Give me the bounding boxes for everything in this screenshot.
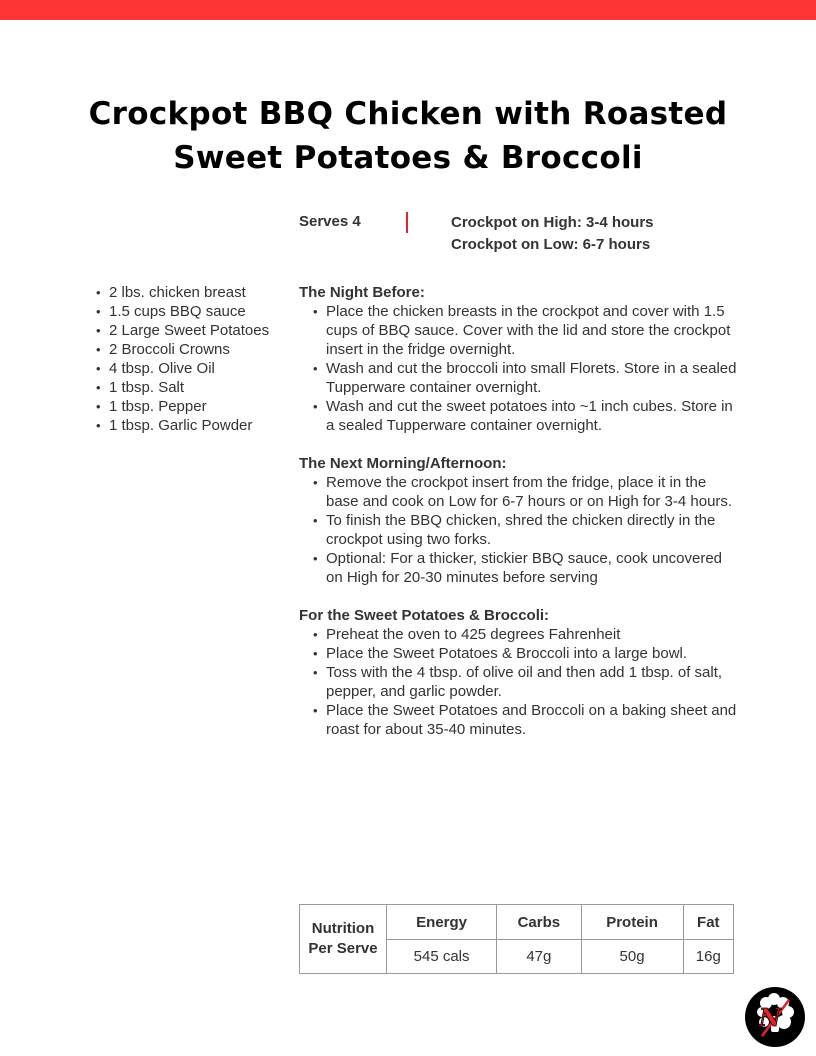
nutrition-value-carbs: 47g — [497, 940, 581, 974]
broccoli-fork-logo-icon — [744, 986, 806, 1048]
step-item: • Toss with the 4 tbsp. of olive oil and then add 1 tbsp. of salt, pepper, and garlic powder. — [308, 663, 739, 701]
step-item: • Place the Sweet Potatoes and Broccoli on a baking sheet and roast for about 35-40 minutes. — [308, 701, 739, 739]
steps-sweet-potatoes-broccoli — [308, 625, 739, 739]
section-heading-sweet-potatoes-broccoli: For the Sweet Potatoes & Broccoli: — [299, 607, 550, 624]
steps-next-morning — [308, 473, 739, 587]
nutrition-value-protein: 50g — [581, 940, 683, 974]
recipe-title — [60, 92, 756, 180]
nutrition-value-energy: 545 cals — [387, 940, 497, 974]
step-item: • To finish the BBQ chicken, shred the chicken directly in the crockpot using two forks. — [308, 511, 739, 549]
meta-divider — [406, 212, 408, 233]
step-item: • Wash and cut the broccoli into small Florets. Store in a sealed Tupperware container overnight. — [308, 359, 739, 397]
step-item: • Place the Sweet Potatoes & Broccoli into a large bowl. — [308, 644, 739, 663]
steps-night-before — [308, 302, 739, 435]
nutrition-header-fat: Fat — [683, 905, 733, 940]
nutrition-label-line-1: Nutrition — [311, 920, 375, 937]
cook-times — [451, 212, 654, 256]
section-heading-night-before: The Night Before: — [299, 284, 425, 301]
nutrition-label — [300, 905, 387, 974]
step-item: • Wash and cut the sweet potatoes into ~1 inch cubes. Store in a sealed Tupperware container overnight. — [308, 397, 739, 435]
top-accent-bar — [0, 0, 816, 20]
step-item: • Place the chicken breasts in the crockpot and cover with 1.5 cups of BBQ sauce. Cover with the lid and store the crockpot insert in the fridge overnight. — [308, 302, 739, 359]
nutrition-header-carbs: Carbs — [497, 905, 581, 940]
nutrition-header-protein: Protein — [581, 905, 683, 940]
method-column — [299, 283, 739, 739]
ingredient-item: • 1.5 cups BBQ sauce — [91, 302, 291, 321]
step-item: • Remove the crockpot insert from the fridge, place it in the base and cook on Low for 6-7 hours or on High for 3-4 hours. — [308, 473, 739, 511]
ingredient-item: • 1 tbsp. Pepper — [91, 397, 291, 416]
nutrition-header-energy: Energy — [387, 905, 497, 940]
cook-time-high: Crockpot on High: 3-4 hours — [451, 214, 654, 231]
ingredient-item: • 4 tbsp. Olive Oil — [91, 359, 291, 378]
ingredient-item: • 2 Large Sweet Potatoes — [91, 321, 291, 340]
section-heading-next-morning: The Next Morning/Afternoon: — [299, 455, 507, 472]
nutrition-table — [299, 904, 734, 974]
cook-time-low: Crockpot on Low: 6-7 hours — [451, 236, 651, 253]
step-item: • Optional: For a thicker, stickier BBQ sauce, cook uncovered on High for 20-30 minutes before serving — [308, 549, 739, 587]
ingredient-item: • 2 lbs. chicken breast — [91, 283, 291, 302]
ingredient-item: • 1 tbsp. Garlic Powder — [91, 416, 291, 435]
step-item: • Preheat the oven to 425 degrees Fahrenheit — [308, 625, 739, 644]
ingredient-item: • 1 tbsp. Salt — [91, 378, 291, 397]
serves-count: Serves 4 — [299, 213, 361, 230]
title-line-1: Crockpot BBQ Chicken with Roasted — [88, 96, 728, 132]
nutrition-value-fat: 16g — [683, 940, 733, 974]
nutrition-label-line-2: Per Serve — [308, 940, 378, 957]
title-line-2: Sweet Potatoes & Broccoli — [173, 140, 643, 176]
ingredient-item: • 2 Broccoli Crowns — [91, 340, 291, 359]
ingredient-list — [91, 283, 291, 435]
logo-letter: N — [759, 1003, 781, 1032]
